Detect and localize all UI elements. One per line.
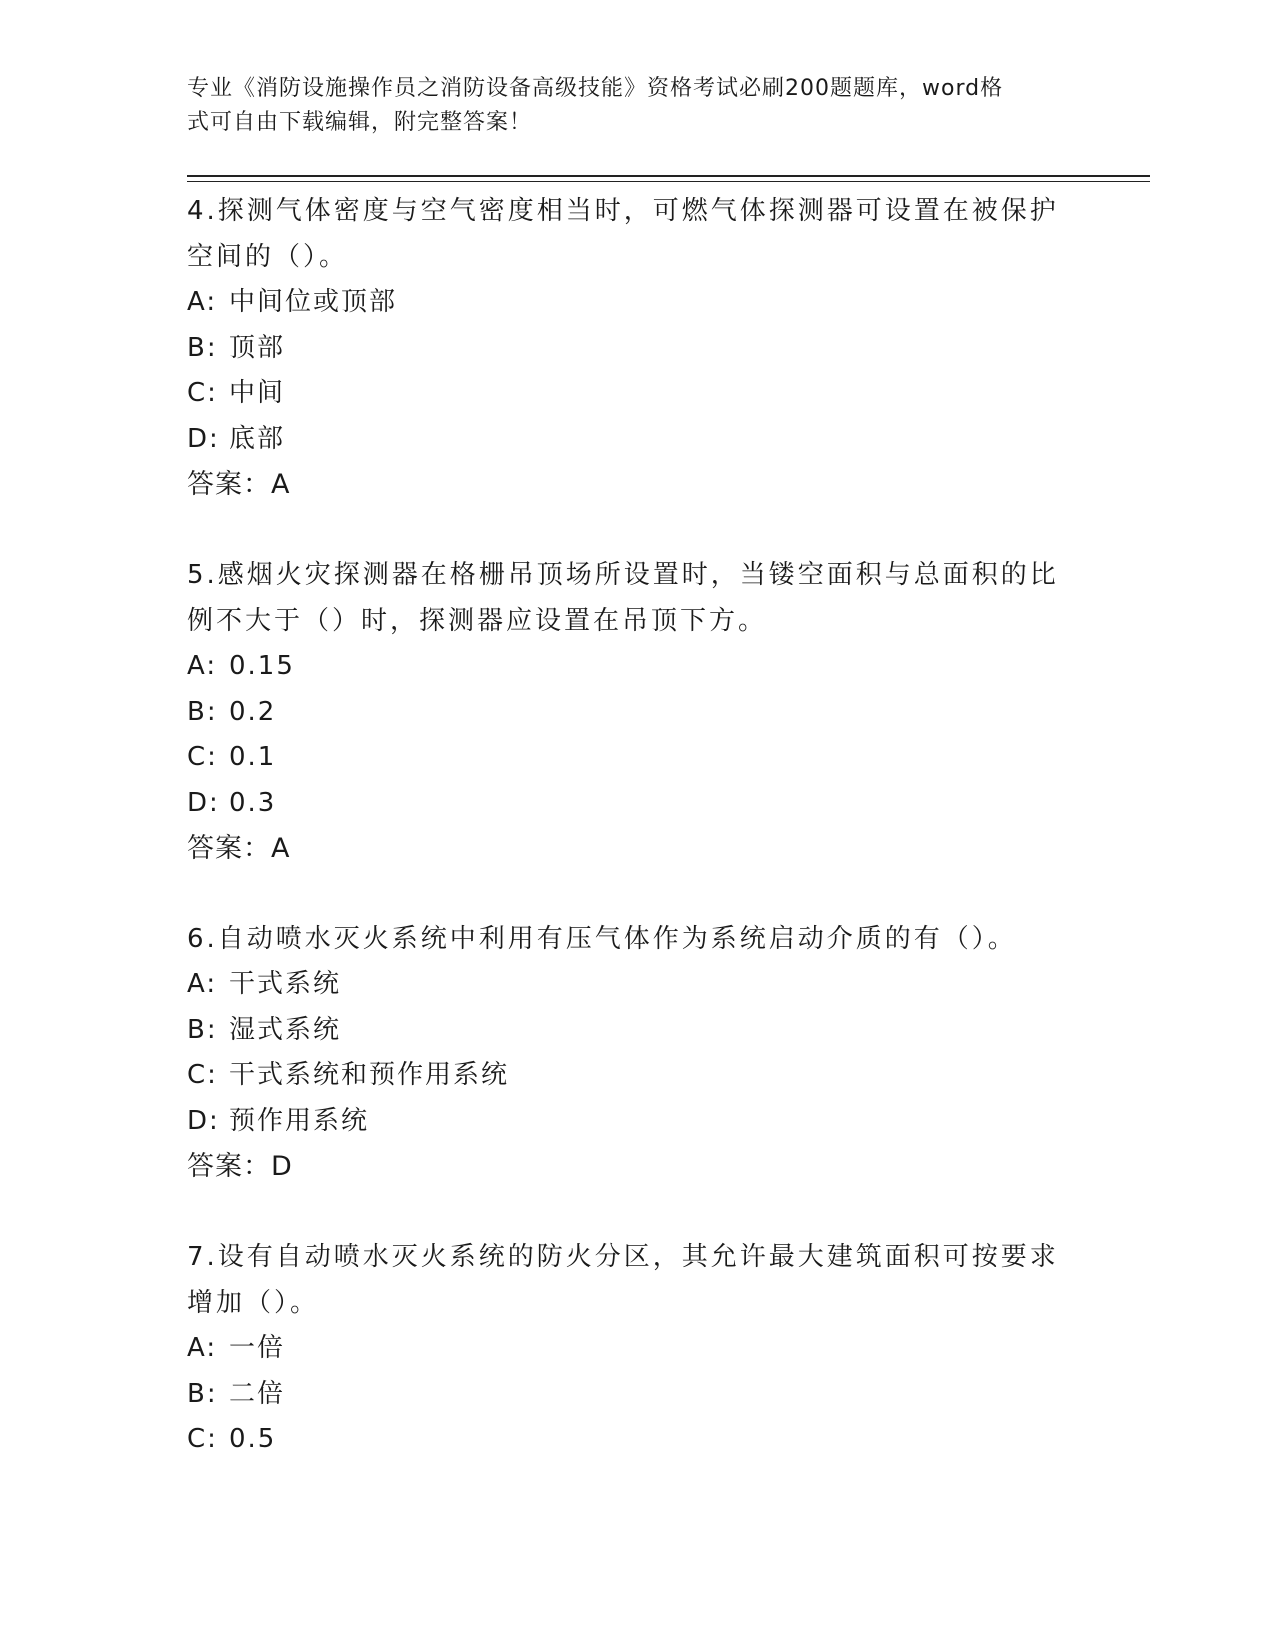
option-text: 0.1 [229,742,277,772]
option-text: 中间位或顶部 [229,287,398,317]
option-text: 0.2 [229,696,277,727]
option-text: 中间 [229,378,286,408]
header-line-2: 式可自由下载编辑，附完整答案！ [187,110,533,135]
option-text: 预作用系统 [229,1105,370,1136]
header-divider-thick [187,175,1150,177]
option-text: 底部 [229,423,286,454]
option-text: 干式系统和预作用系统 [229,1060,510,1090]
option-text: 湿式系统 [229,1014,342,1045]
question-stem-line: 例不大于（）时，探测器应设置在吊顶下方。 [187,606,768,636]
option-key: D: [187,787,220,818]
question-stem-line: 7.设有自动喷水灭火系统的防火分区，其允许最大建筑面积可按要求 [187,1242,1059,1272]
question-list [187,188,1067,1507]
option-a [187,280,1067,326]
option-key: A: [187,969,218,999]
question-item [187,1234,1067,1463]
option-b [187,1008,1067,1054]
answer-line: 答案：D [187,1151,293,1182]
option-b [187,326,1067,372]
option-text: 一倍 [229,1333,286,1363]
option-c [187,371,1067,417]
option-text: 干式系统 [229,969,342,999]
option-a [187,1326,1067,1372]
question-stem-line: 6.自动喷水灭火系统中利用有压气体作为系统启动介质的有（）。 [187,924,1017,954]
option-key: C: [187,1424,218,1454]
option-key: A: [187,1333,218,1363]
question-item [187,188,1067,508]
option-d [187,417,1067,463]
question-stem-line: 增加（）。 [187,1288,320,1318]
option-text: 0.15 [229,651,295,681]
option-d [187,1099,1067,1145]
option-key: C: [187,1060,218,1090]
option-a [187,962,1067,1008]
option-key: C: [187,742,218,772]
question-stem-line: 4.探测气体密度与空气密度相当时，可燃气体探测器可设置在被保护 [187,196,1059,226]
option-text: 顶部 [229,332,286,363]
question-stem-line: 5.感烟火灾探测器在格栅吊顶场所设置时，当镂空面积与总面积的比 [187,560,1059,590]
option-key: B: [187,1378,218,1409]
header-divider-thin [187,181,1150,182]
question-stem [187,552,1067,644]
option-text: 0.3 [229,787,277,818]
header-line-1: 专业《消防设施操作员之消防设备高级技能》资格考试必刷200题题库，word格 [187,76,1004,101]
option-key: A: [187,651,218,681]
option-key: B: [187,332,218,363]
question-item [187,916,1067,1190]
question-item [187,552,1067,872]
answer-line: 答案：A [187,833,291,864]
question-stem [187,1234,1067,1326]
option-c [187,1417,1067,1463]
option-key: A: [187,287,218,317]
answer-line: 答案：A [187,469,291,500]
question-stem-line: 空间的（）。 [187,242,349,272]
option-key: B: [187,696,218,727]
option-text: 0.5 [229,1424,277,1454]
option-d [187,781,1067,827]
option-c [187,1053,1067,1099]
option-c [187,735,1067,781]
option-key: D: [187,1105,220,1136]
option-b [187,1372,1067,1418]
option-key: D: [187,423,220,454]
option-key: B: [187,1014,218,1045]
question-stem [187,188,1067,280]
option-key: C: [187,378,218,408]
option-text: 二倍 [229,1378,286,1409]
option-a [187,644,1067,690]
document-header [187,72,1067,140]
option-b [187,690,1067,736]
question-stem [187,916,1067,962]
